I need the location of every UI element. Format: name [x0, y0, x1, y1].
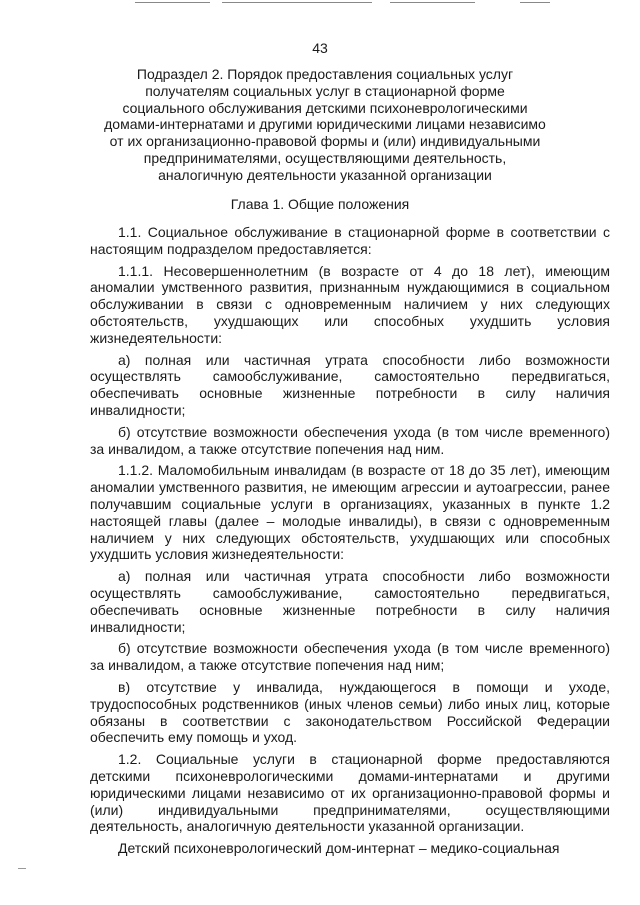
paragraph: б) отсутствие возможности обеспечения ухода (в том числе временного) за инвалидом, а также отсутствие попечения над ним; [90, 640, 610, 674]
heading-line: домами-интернатами и другими юридическими лицами независимо [104, 116, 546, 133]
scan-artifact-line [135, 2, 210, 3]
paragraph: а) полная или частичная утрата способности либо возможности осуществлять самообслуживание, самостоятельно передвигаться, обеспечивать основные жизненные потребности в силу наличия инвалидности; [90, 568, 610, 635]
paragraph: 1.2. Социальные услуги в стационарной форме предоставляются детскими психоневрологическими домами-интернатами и другими юридическими лицами независимо от их организационно-правовой формы и (или) индивидуальными предпринимателями, осуществляющими деятельность, аналогичную деятельности указанной организации. [90, 751, 610, 835]
heading-line: аналогичную деятельности указанной организации [158, 166, 492, 183]
paragraph: а) полная или частичная утрата способности либо возможности осуществлять самообслуживание, самостоятельно передвигаться, обеспечивать основные жизненные потребности в силу наличия инвалидности; [90, 351, 610, 418]
paragraph: 1.1.2. Маломобильным инвалидам (в возрасте от 18 до 35 лет), имеющим аномалии умственного развития, не имеющим агрессии и аутоагрессии, ранее получавшим социальные услуги в организациях, указанных в пункте 1.2 настоящей главы (далее – молодые инвалиды), в связи с одновременным наличием у них следующих обстоятельств, ухудшающих или способных ухудшить условия жизнедеятельности: [90, 462, 610, 563]
paragraph: 1.1. Социальное обслуживание в стационарной форме в соответствии с настоящим подразделом предоставляется: [90, 224, 610, 257]
scan-artifact-mark [18, 868, 26, 869]
paragraph: б) отсутствие возможности обеспечения ухода (в том числе временного) за инвалидом, а также отсутствие попечения над ним. [90, 423, 610, 457]
paragraph: в) отсутствие у инвалида, нуждающегося в помощи и уходе, трудоспособных родственников (иных членов семьи) либо иных лиц, которые обязаны в соответствии с законодательством Российской Федерации обеспечить ему помощь и уход. [90, 678, 610, 746]
heading-line: получателям социальных услуг в стационарной форме [145, 82, 505, 99]
scan-artifact-line [520, 2, 550, 3]
document-body [90, 224, 610, 862]
heading-line: социального обслуживания детскими психоневрологическими [122, 99, 528, 116]
heading-line: Подраздел 2. Порядок предоставления социальных услуг [136, 66, 514, 82]
page-number: 43 [312, 40, 328, 56]
heading-line: от их организационно-правовой формы и (или) индивидуальными [109, 133, 541, 150]
scan-artifact-line [222, 2, 372, 3]
section-heading [100, 66, 550, 184]
heading-line: предпринимателями, осуществляющими деятельность, [143, 149, 507, 166]
chapter-title: Глава 1. Общие положения [230, 196, 410, 212]
scan-artifact-line [390, 2, 475, 3]
paragraph: Детский психоневрологический дом-интернат – медико-социальная [118, 840, 560, 857]
paragraph: 1.1.1. Несовершеннолетним (в возрасте от 4 до 18 лет), имеющим аномалии умственного развития, признанным нуждающимися в социальном обслуживании в связи с одновременным наличием у них следующих обстоятельств, ухудшающих или способных ухудшить условия жизнедеятельности: [90, 262, 610, 346]
